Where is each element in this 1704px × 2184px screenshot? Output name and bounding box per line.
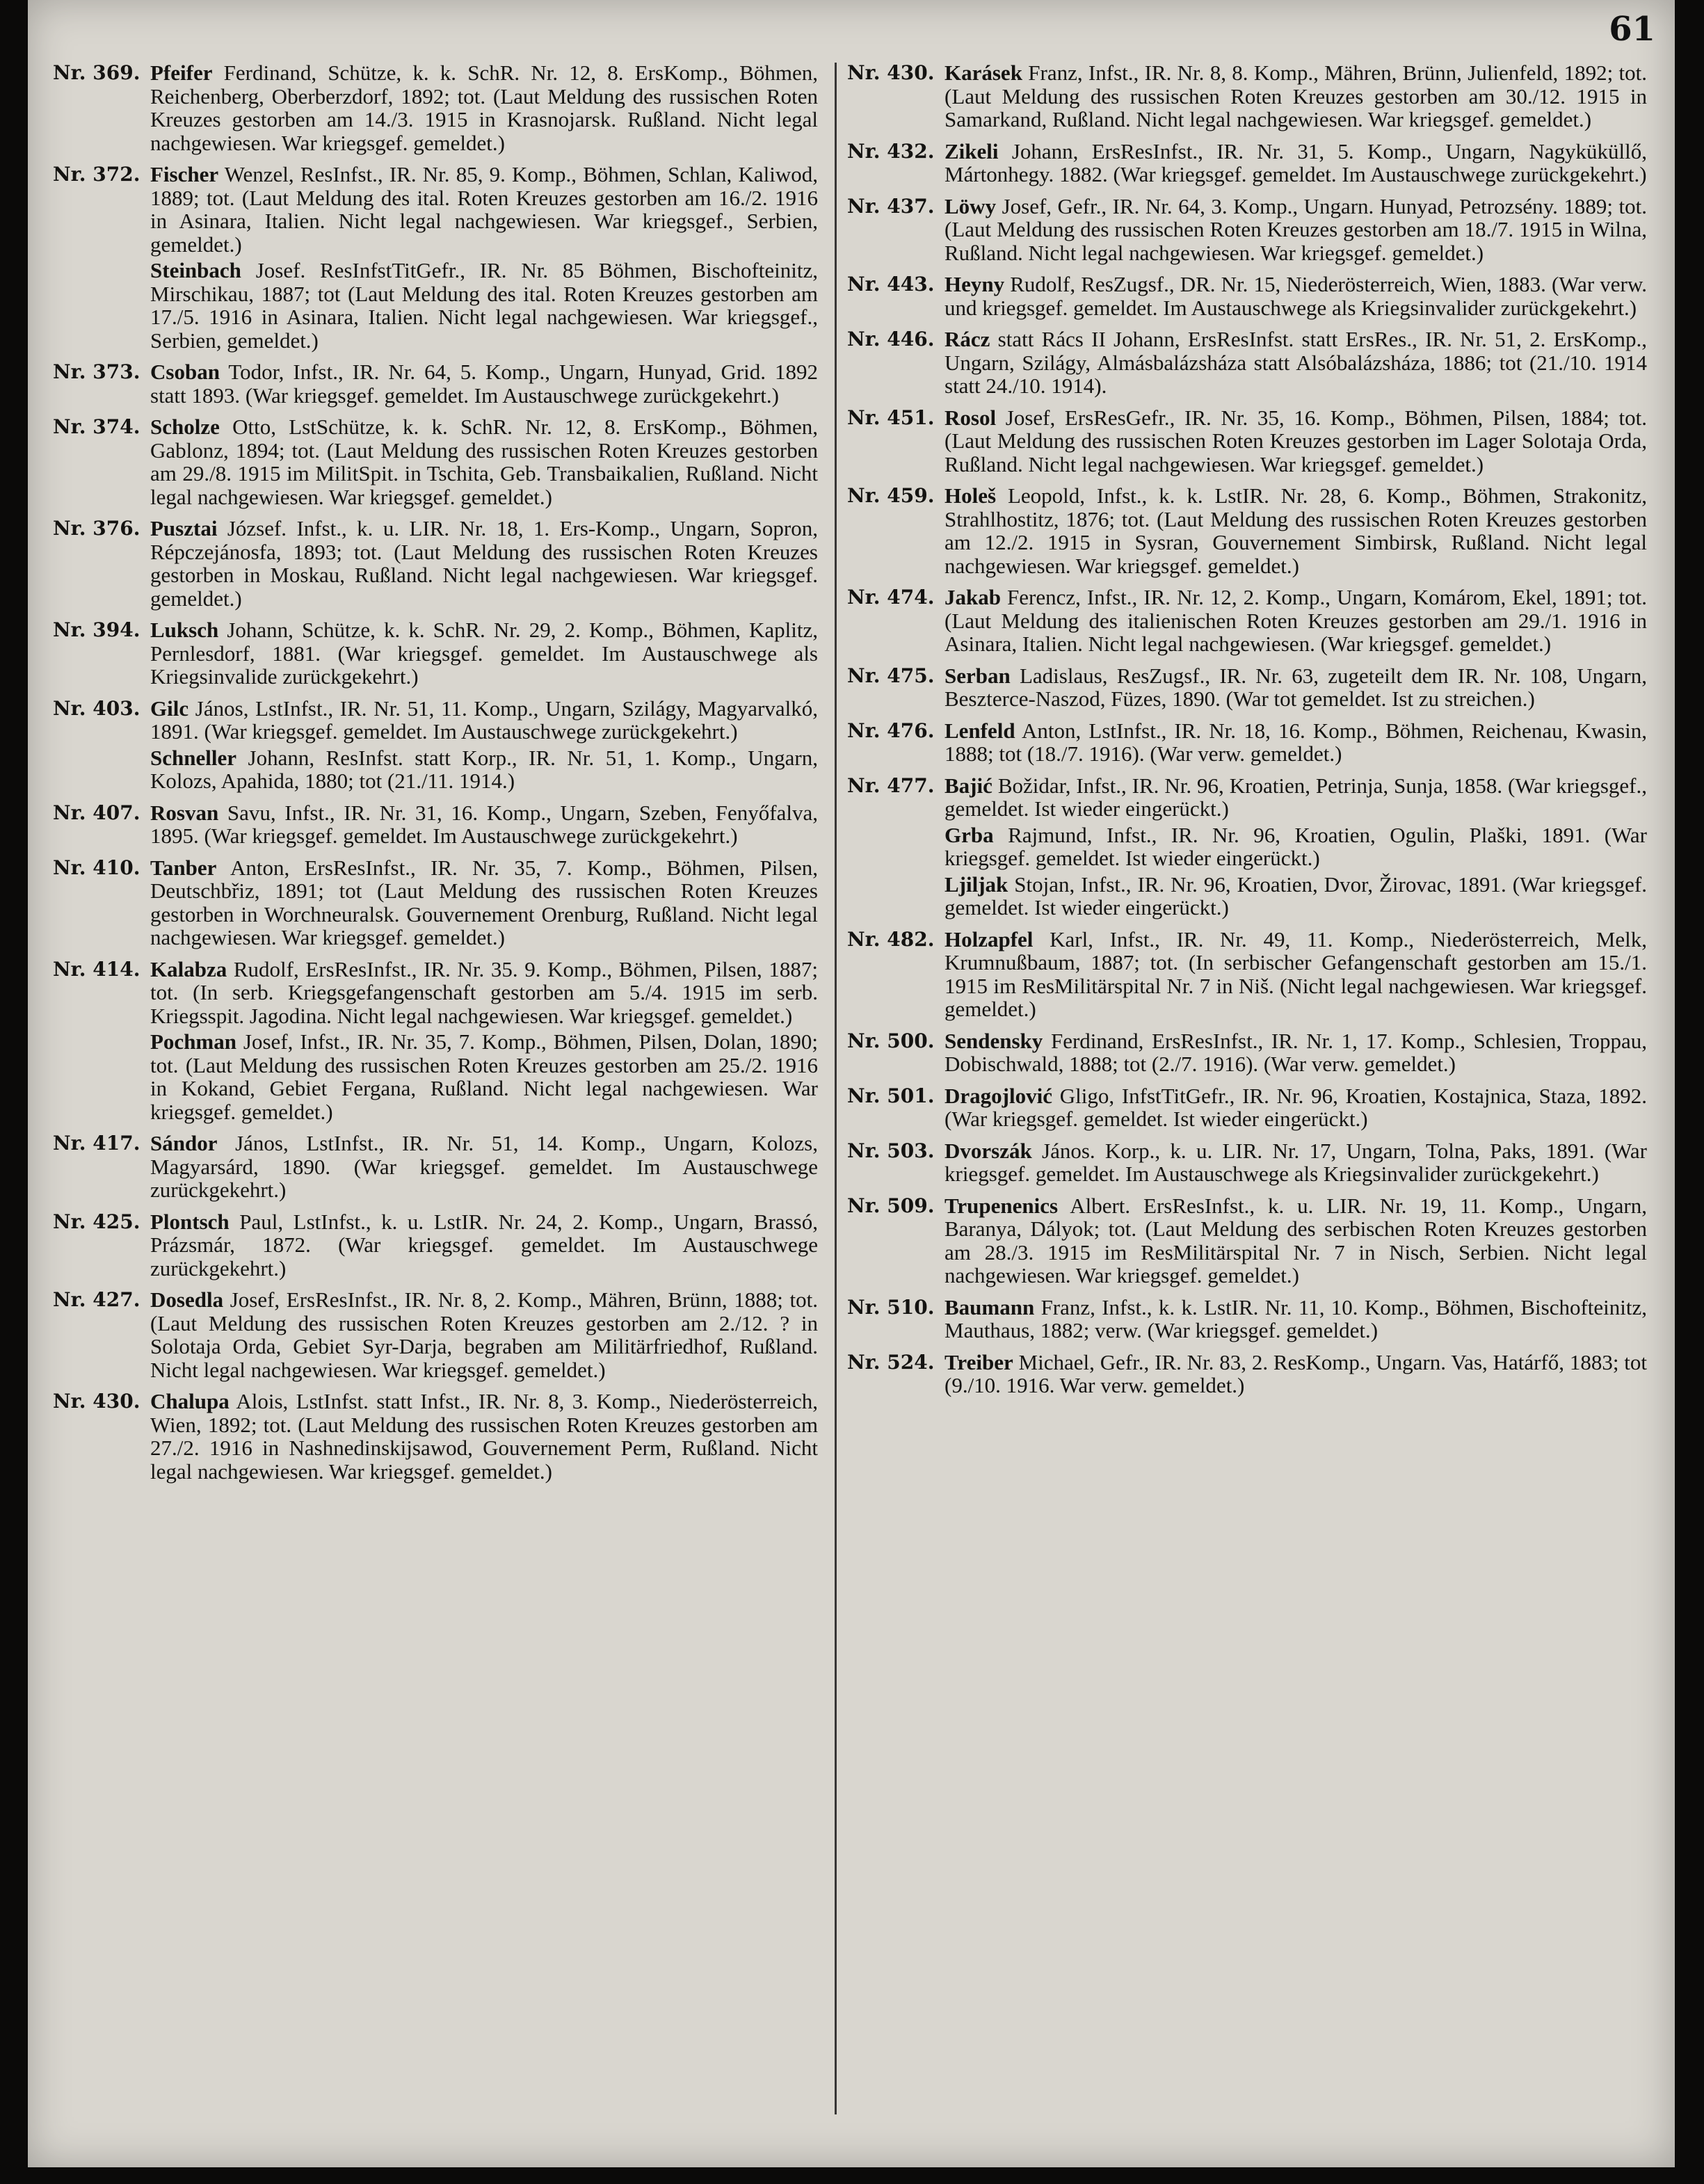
entry-surname: Kalabza xyxy=(150,956,227,981)
entry-text: Paul, LstInfst., k. u. LstIR. Nr. 24, 2. Komp., Ungarn, Brassó, Prázsmár, 1872. (War kriegsgef. gemeldet. Im Austauschwege zurückgekehrt.) xyxy=(150,1209,818,1280)
entry-text: Josef. ResInfstTitGefr., IR. Nr. 85 Böhmen, Bischofteinitz, Mirschikau, 1887; tot (Laut Meldung des ital. Roten Kreuzes gestorben am 17./5. 1916 in Asinara, Italien. Nicht legal nachgewiesen. War kriegsgef., Serbien, gemeldet.) xyxy=(150,258,818,353)
entry-surname: Ljiljak xyxy=(945,872,1008,897)
entry-number: Nr. 407. xyxy=(53,801,140,824)
list-entry xyxy=(53,415,818,508)
entry-number: Nr. 509. xyxy=(847,1194,935,1217)
entry-surname: Löwy xyxy=(945,193,997,218)
list-entry xyxy=(847,1351,1647,1397)
entry-text: Ladislaus, ResZugsf., IR. Nr. 63, zugeteilt dem IR. Nr. 108, Ungarn, Beszterce-Naszod, Füzes, 1890. (War tot gemeldet. Ist zu streichen.) xyxy=(945,663,1647,711)
entry-surname: Rosol xyxy=(945,405,997,430)
list-entry xyxy=(847,1194,1647,1287)
entry-text: Josef, Infst., IR. Nr. 35, 7. Komp., Böhmen, Pilsen, Dolan, 1890; tot. (Laut Meldung des russischen Roten Kreuzes gestorben am 25./2. 1916 in Kokand, Gebiet Fergana, Rußland. Nicht legal nachgewiesen. War kriegsgef. gemeldet.) xyxy=(150,1029,818,1124)
list-entry xyxy=(847,928,1647,1021)
entry-surname: Gilc xyxy=(150,696,189,721)
list-entry xyxy=(847,273,1647,319)
entry-number: Nr. 503. xyxy=(847,1139,935,1162)
entry-surname: Scholze xyxy=(150,415,220,439)
list-entry xyxy=(53,801,818,848)
list-entry xyxy=(53,360,818,407)
entry-number: Nr. 369. xyxy=(53,61,140,84)
entry-number: Nr. 394. xyxy=(53,618,140,641)
entry-number: Nr. 451. xyxy=(847,406,935,429)
entry-number: Nr. 376. xyxy=(53,517,140,540)
entry-number: Nr. 474. xyxy=(847,586,935,609)
entry-number: Nr. 510. xyxy=(847,1295,935,1319)
entry-text: Franz, Infst., k. k. LstIR. Nr. 11, 10. Komp., Böhmen, Bischofteinitz, Mauthaus, 1882; verw. (War kriegsgef. gemeldet.) xyxy=(945,1294,1647,1342)
entry-surname: Sendensky xyxy=(945,1028,1043,1053)
entry-text: Michael, Gefr., IR. Nr. 83, 2. ResKomp., Ungarn. Vas, Határfő, 1883; tot (9./10. 1916. War verw. gemeldet.) xyxy=(945,1349,1647,1397)
entry-surname: Luksch xyxy=(150,618,219,642)
entry-text: Savu, Infst., IR. Nr. 31, 16. Komp., Ungarn, Szeben, Fenyőfalva, 1895. (War kriegsgef. gemeldet. Im Austauschwege zurückgekehrt.) xyxy=(150,800,818,848)
entry-surname: Csoban xyxy=(150,360,220,384)
entry-text: Franz, Infst., IR. Nr. 8, 8. Komp., Mähren, Brünn, Julienfeld, 1892; tot. (Laut Meldung des russischen Roten Kreuzes gestorben am 30./12. 1915 in Samarkand, Rußland. Nicht legal nachgewiesen. War kriegsgef. gemeldet.) xyxy=(945,61,1647,131)
entry-surname: Bajić xyxy=(945,773,992,798)
entry-text: József. Infst., k. u. LIR. Nr. 18, 1. Ers-Komp., Ungarn, Sopron, Répczejánosfa, 1893; tot. (Laut Meldung des russischen Roten Kreuzes gestorben in Moskau, Rußland. Nicht legal nachgewiesen. War kriegsgef. gemeldet.) xyxy=(150,516,818,611)
entry-number: Nr. 437. xyxy=(847,194,935,218)
list-entry xyxy=(847,1084,1647,1131)
entry-number: Nr. 414. xyxy=(53,957,140,981)
entry-number: Nr. 425. xyxy=(53,1210,140,1233)
entry-number: Nr. 446. xyxy=(847,328,935,351)
entry-number: Nr. 373. xyxy=(53,360,140,383)
entry-text: Ferdinand, Schütze, k. k. SchR. Nr. 12, 8. ErsKomp., Böhmen, Reichenberg, Oberberzdorf, 1892; tot. (Laut Meldung des russischen Roten Kreuzes gestorben am 14./3. 1915 in Krasnojarsk. Rußland. Nicht legal nachgewiesen. War kriegsgef. gemeldet.) xyxy=(150,61,818,155)
entry-surname: Treiber xyxy=(945,1349,1013,1374)
list-entry xyxy=(847,664,1647,711)
entry-text: János, LstInfst., IR. Nr. 51, 11. Komp., Ungarn, Szilágy, Magyarvalkó, 1891. (War kriegsgef. gemeldet. Im Austauschwege zurückgekehrt.) xyxy=(150,696,818,744)
entry-text: Leopold, Infst., k. k. LstIR. Nr. 28, 6. Komp., Böhmen, Strakonitz, Strahlhostitz, 1876; tot. (Laut Meldung des russischen Roten Kreuzes gestorben am 12./2. 1915 in Sysran, Gouvernement Simbirsk, Rußland. Nicht legal nachgewiesen. War kriegsgef. gemeldet.) xyxy=(945,483,1647,578)
list-entry xyxy=(847,406,1647,476)
entry-text: Albert. ErsResInfst., k. u. LIR. Nr. 19, 11. Komp., Ungarn, Baranya, Dályok; tot. (Laut Meldung des serbischen Roten Kreuzes gestorben am 28./3. 1915 im ResMilitärspital Nr. 7 in Nisch, Serbien. Nicht legal nachgewiesen. War kriegsgef. gemeldet.) xyxy=(945,1193,1647,1287)
list-entry xyxy=(847,586,1647,656)
entry-surname: Dvorszák xyxy=(945,1138,1032,1163)
list-entry xyxy=(847,774,1647,821)
entry-surname: Schneller xyxy=(150,745,236,770)
entry-surname: Dosedla xyxy=(150,1287,224,1312)
entry-number: Nr. 417. xyxy=(53,1132,140,1155)
entry-number: Nr. 459. xyxy=(847,484,935,507)
entry-number: Nr. 403. xyxy=(53,696,140,720)
entry-surname: Pochman xyxy=(150,1029,236,1054)
entry-text: Josef, Gefr., IR. Nr. 64, 3. Komp., Ungarn. Hunyad, Petrozsény. 1889; tot. (Laut Meldung des russischen Roten Kreuzes gestorben am 18./7. 1915 in Wilna, Rußland. Nicht legal nachgewiesen. War kriegsgef. gemeldet.) xyxy=(945,193,1647,265)
list-entry xyxy=(53,259,818,352)
list-entry xyxy=(53,1132,818,1202)
entry-number: Nr. 477. xyxy=(847,773,935,797)
entry-text: Josef, ErsResInfst., IR. Nr. 8, 2. Komp., Mähren, Brünn, 1888; tot. (Laut Meldung des russischen Roten Kreuzes gestorben am 2./12. ? in Solotaja Orda, Gebiet Syr-Darja, begraben am Militärfriedhof, Rußland. Nicht legal nachgewiesen. War kriegsgef. gemeldet.) xyxy=(150,1287,818,1382)
entry-number: Nr. 443. xyxy=(847,273,935,296)
entry-number: Nr. 430. xyxy=(53,1390,140,1413)
list-entry xyxy=(53,746,818,793)
entry-surname: Holzapfel xyxy=(945,926,1034,952)
list-entry xyxy=(53,517,818,610)
entry-surname: Pusztai xyxy=(150,516,218,540)
entry-surname: Jakab xyxy=(945,585,1001,609)
entry-text: Otto, LstSchütze, k. k. SchR. Nr. 12, 8. ErsKomp., Böhmen, Gablonz, 1894; tot. (Laut Meldung des russischen Roten Kreuzes gestorben am 29./8. 1915 im MilitSpit. in Tschita, Geb. Transbaikalien, Rußland. Nicht legal nachgewiesen. War kriegsgef. gemeldet.) xyxy=(150,415,818,509)
list-entry xyxy=(53,1288,818,1381)
entry-text: Josef, ErsResGefr., IR. Nr. 35, 16. Komp., Böhmen, Pilsen, 1884; tot. (Laut Meldung des russischen Roten Kreuzes gestorben im Lager Solotaja Orda, Rußland. Nicht legal nachgewiesen. War kriegsgef. gemeldet.) xyxy=(945,405,1647,476)
entry-number: Nr. 432. xyxy=(847,139,935,163)
column-divider xyxy=(835,63,837,2114)
entry-text: Rudolf, ErsResInfst., IR. Nr. 35. 9. Komp., Böhmen, Pilsen, 1887; tot. (In serb. Kriegsgefangenschaft gestorben am 5./4. 1915 im serb. Kriegsspit. Jagodina. Nicht legal nachgewiesen. War kriegsgef. gemeldet.) xyxy=(150,956,818,1028)
entry-text: Karl, Infst., IR. Nr. 49, 11. Komp., Niederösterreich, Melk, Krumnußbaum, 1887; tot. (In serbischer Gefangenschaft gestorben am 15./1. 1915 im ResMilitärspital Nr. 7 in Niš. (Nicht legal nachgewiesen. War kriegsgef. gemeldet.) xyxy=(945,926,1647,1021)
entry-text: statt Rács II Johann, ErsResInfst. statt ErsRes., IR. Nr. 51, 2. ErsKomp., Ungarn, Szilágy, Almásbalázsháza statt Alsóbalázsháza, 1886; tot (21./10. 1914 statt 24./10. 1914). xyxy=(945,327,1647,398)
entry-surname: Trupenenics xyxy=(945,1193,1059,1218)
entry-surname: Chalupa xyxy=(150,1389,230,1413)
entry-surname: Baumann xyxy=(945,1294,1035,1319)
entry-text: János, LstInfst., IR. Nr. 51, 14. Komp., Ungarn, Kolozs, Magyarsárd, 1890. (War kriegsgef. gemeldet. Im Austauschwege zurückgekehrt.) xyxy=(150,1131,818,1202)
list-entry xyxy=(53,958,818,1028)
entry-text: Anton, LstInfst., IR. Nr. 18, 16. Komp., Böhmen, Reichenau, Kwasin, 1888; tot (18./7. 1916). (War verw. gemeldet.) xyxy=(945,718,1647,766)
entry-text: Johann, ResInfst. statt Korp., IR. Nr. 51, 1. Komp., Ungarn, Kolozs, Apahida, 1880; tot (21./11. 1914.) xyxy=(150,745,818,793)
list-entry xyxy=(847,1139,1647,1186)
entry-surname: Grba xyxy=(945,822,994,847)
entry-text: Božidar, Infst., IR. Nr. 96, Kroatien, Petrinja, Sunja, 1858. (War kriegsgef., gemeldet. Ist wieder eingerückt.) xyxy=(945,773,1647,821)
entry-number: Nr. 427. xyxy=(53,1288,140,1311)
entry-surname: Tanber xyxy=(150,855,217,880)
entry-surname: Lenfeld xyxy=(945,718,1015,743)
list-entry xyxy=(53,61,818,154)
entry-text: Ferencz, Infst., IR. Nr. 12, 2. Komp., Ungarn, Komárom, Ekel, 1891; tot. (Laut Meldung des italienischen Roten Kreuzes gestorben am 29./1. 1916 in Asinara, Italien. Nicht legal nachgewiesen. (War kriegsgef. gemeldet.) xyxy=(945,585,1647,656)
list-entry xyxy=(847,140,1647,186)
entry-number: Nr. 500. xyxy=(847,1029,935,1052)
list-entry xyxy=(53,618,818,689)
document-page xyxy=(28,0,1675,2167)
list-entry xyxy=(847,1029,1647,1076)
entry-text: Stojan, Infst., IR. Nr. 96, Kroatien, Dvor, Žirovac, 1891. (War kriegsgef. gemeldet. Ist wieder eingerückt.) xyxy=(945,872,1647,920)
entry-surname: Pfeifer xyxy=(150,61,213,85)
entry-surname: Karásek xyxy=(945,61,1022,85)
entry-surname: Serban xyxy=(945,663,1011,688)
entry-text: Gligo, InfstTitGefr., IR. Nr. 96, Kroatien, Kostajnica, Staza, 1892. (War kriegsgef. gemeldet. Ist wieder eingerückt.) xyxy=(945,1083,1647,1131)
entry-surname: Rácz xyxy=(945,327,990,351)
entry-text: Wenzel, ResInfst., IR. Nr. 85, 9. Komp., Böhmen, Schlan, Kaliwod, 1889; tot. (Laut Meldung des ital. Roten Kreuzes gestorben am 16./2. 1916 in Asinara, Italien. Nicht legal nachgewiesen. War kriegsgef., Serbien, gemeldet.) xyxy=(150,162,818,257)
list-entry xyxy=(53,856,818,949)
entry-surname: Dragojlović xyxy=(945,1083,1052,1108)
entry-text: János. Korp., k. u. LIR. Nr. 17, Ungarn, Tolna, Paks, 1891. (War kriegsgef. gemeldet. Im Austauschwege als Kriegsinvalider zurückgekehrt.) xyxy=(945,1138,1647,1186)
entry-number: Nr. 476. xyxy=(847,718,935,742)
list-entry xyxy=(53,163,818,256)
list-entry xyxy=(847,61,1647,131)
entry-surname: Zikeli xyxy=(945,138,999,163)
list-entry xyxy=(847,1296,1647,1342)
list-entry xyxy=(53,697,818,744)
list-entry xyxy=(847,873,1647,920)
entry-number: Nr. 372. xyxy=(53,163,140,186)
list-entry xyxy=(847,195,1647,265)
entry-surname: Sándor xyxy=(150,1131,218,1155)
entry-text: Johann, ErsResInfst., IR. Nr. 31, 5. Komp., Ungarn, Nagyküküllő, Mártonhegy. 1882. (War kriegsgef. gemeldet. Im Austauschwege zurückgekehrt.) xyxy=(945,138,1647,186)
entry-number: Nr. 430. xyxy=(847,61,935,84)
entry-surname: Rosvan xyxy=(150,800,219,825)
entry-text: Todor, Infst., IR. Nr. 64, 5. Komp., Ungarn, Hunyad, Grid. 1892 statt 1893. (War kriegsgef. gemeldet. Im Austauschwege zurückgekehrt.) xyxy=(150,360,818,408)
list-entry xyxy=(53,1030,818,1123)
list-entry xyxy=(53,1390,818,1483)
entry-text: Johann, Schütze, k. k. SchR. Nr. 29, 2. Komp., Böhmen, Kaplitz, Pernlesdorf, 1881. (War kriegsgef. gemeldet. Im Austauschwege als Kriegsinvalide zurückgekehrt.) xyxy=(150,618,818,689)
entry-surname: Holeš xyxy=(945,483,997,508)
entry-number: Nr. 475. xyxy=(847,664,935,687)
list-entry xyxy=(847,484,1647,577)
list-entry xyxy=(53,1210,818,1280)
entry-text: Anton, ErsResInfst., IR. Nr. 35, 7. Komp., Böhmen, Pilsen, Deutschbřiz, 1891; tot (Laut Meldung des russischen Roten Kreuzes gestorben in Worchneuralsk. Gouvernement Orenburg, Rußland. Nicht legal nachgewiesen. War kriegsgef. gemeldet.) xyxy=(150,855,818,949)
entry-number: Nr. 374. xyxy=(53,415,140,438)
entry-text: Rudolf, ResZugsf., DR. Nr. 15, Niederösterreich, Wien, 1883. (War verw. und kriegsgef. gemeldet. Im Austauschwege als Kriegsinvalider zurückgekehrt.) xyxy=(945,272,1647,320)
list-entry xyxy=(847,824,1647,870)
entry-number: Nr. 501. xyxy=(847,1084,935,1107)
entry-text: Rajmund, Infst., IR. Nr. 96, Kroatien, Ogulin, Plaški, 1891. (War kriegsgef. gemeldet. Ist wieder eingerückt.) xyxy=(945,822,1647,870)
entry-number: Nr. 524. xyxy=(847,1350,935,1374)
entry-number: Nr. 410. xyxy=(53,856,140,879)
entry-surname: Plontsch xyxy=(150,1209,230,1234)
entry-text: Ferdinand, ErsResInfst., IR. Nr. 1, 17. Komp., Schlesien, Troppau, Dobischwald, 1888; tot (2./7. 1916). (War verw. gemeldet.) xyxy=(945,1028,1647,1076)
list-entry xyxy=(847,719,1647,766)
entry-number: Nr. 482. xyxy=(847,927,935,951)
page-number: 61 xyxy=(1609,10,1655,49)
entry-surname: Heyny xyxy=(945,272,1005,296)
right-column xyxy=(847,61,1647,1406)
entry-surname: Fischer xyxy=(150,162,219,186)
list-entry xyxy=(847,328,1647,398)
entry-surname: Steinbach xyxy=(150,258,241,282)
entry-text: Alois, LstInfst. statt Infst., IR. Nr. 8, 3. Komp., Niederösterreich, Wien, 1892; tot. (Laut Meldung des russischen Roten Kreuzes gestorben am 27./2. 1916 in Nashnedinskijsawod, Gouvernement Perm, Rußland. Nicht legal nachgewiesen. War kriegsgef. gemeldet.) xyxy=(150,1389,818,1484)
left-column xyxy=(53,61,818,1491)
